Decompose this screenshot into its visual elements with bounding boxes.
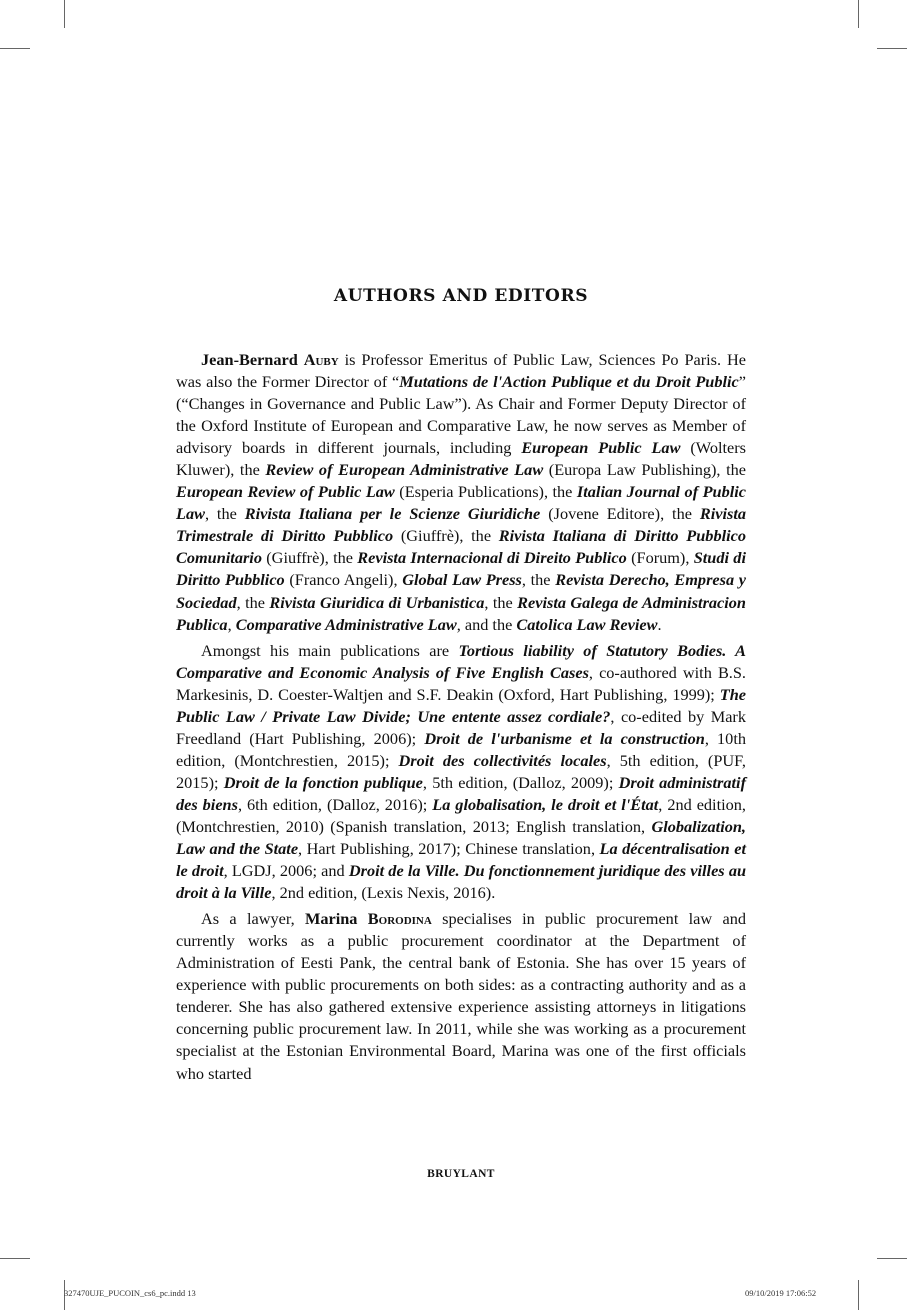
- text-run: , the: [204, 504, 245, 524]
- crop-mark: [877, 1258, 907, 1259]
- text-run: As a lawyer,: [201, 909, 305, 929]
- text-run: (Wolters Kluwer), the: [176, 438, 746, 480]
- text-run: , 2nd edition, (Lexis Nexis, 2016).: [271, 883, 496, 903]
- crop-mark: [858, 1280, 859, 1310]
- work-title: Global Law Press: [402, 570, 522, 590]
- text-run: is Professor Emeritus of Public Law, Sciences Po Paris. He was also the Former Director of “: [176, 350, 746, 392]
- text-run: , the: [484, 592, 518, 612]
- text-run: (Esperia Publications), the: [394, 482, 577, 502]
- footer-publisher: BRUYLANT: [427, 1168, 495, 1180]
- text-run: (Franco Angeli),: [284, 570, 403, 590]
- text-run: , co-edited by Mark Freedland (Hart Publishing, 2006);: [176, 706, 746, 748]
- work-title: Review of European Administrative Law: [265, 460, 544, 480]
- body-text: [176, 349, 746, 1085]
- person-name: Borodina: [367, 909, 432, 929]
- person-name: Marina: [305, 909, 358, 929]
- text-run: ,: [227, 614, 236, 634]
- work-title: Droit administratif des biens: [176, 772, 746, 814]
- text-run: , the: [236, 592, 270, 612]
- work-title: Catolica Law Review: [516, 614, 658, 634]
- paragraph: [176, 640, 746, 905]
- work-title: Revista Galega de Administracion Publica: [176, 592, 746, 634]
- work-title: Droit de la fonction publique: [223, 772, 423, 792]
- text-run: (Giuffrè), the: [393, 526, 499, 546]
- work-title: Droit des collectivités locales: [398, 750, 607, 770]
- work-title: Rivista Italiana per le Scienze Giuridiche: [244, 504, 541, 524]
- text-run: , the: [521, 570, 556, 590]
- crop-mark: [877, 48, 907, 49]
- page-title: AUTHORS AND EDITORS: [333, 286, 589, 306]
- crop-mark: [0, 48, 30, 49]
- work-title: Italian Journal of Public Law: [176, 482, 747, 524]
- work-title: European Review of Public Law: [176, 482, 395, 502]
- work-title: Rivista Italiana di Diritto Pubblico Comunitario: [176, 526, 746, 568]
- text-run: [357, 909, 367, 928]
- paragraph: [176, 349, 746, 636]
- text-run: , and the: [456, 614, 517, 634]
- text-run: Amongst his main publications are: [201, 640, 459, 660]
- slug-filename: 327470UJE_PUCOIN_cs6_pc.indd 13: [64, 1288, 196, 1298]
- text-run: , co-authored with B.S. Markesinis, D. Coester-Waltjen and S.F. Deakin (Oxford, Hart Publishing, 1999);: [176, 662, 746, 704]
- text-run: (Jovene Editore), the: [540, 504, 700, 524]
- person-name: Jean-Bernard: [201, 350, 298, 369]
- text-run: (Forum),: [626, 548, 694, 568]
- text-run: (Europa Law Publishing), the: [543, 460, 746, 480]
- work-title: The Public Law / Private Law Divide; Une entente assez cordiale?: [176, 684, 746, 726]
- crop-mark: [64, 0, 65, 28]
- text-run: , 10th edition, (Montchrestien, 2015);: [176, 728, 746, 770]
- text-run: , 5th edition, (PUF, 2015);: [176, 750, 746, 792]
- person-name: Auby: [303, 350, 339, 369]
- crop-mark: [858, 0, 859, 28]
- work-title: Rivista Trimestrale di Diritto Pubblico: [176, 504, 746, 546]
- text-run: ” (“Changes in Governance and Public Law”). As Chair and Former Deputy Director of the Oxford Institute of European and Comparative Law, he now serves as Member of advisory boards in different journals, including: [176, 372, 746, 458]
- work-title: Droit de la Ville. Du fonctionnement juridique des villes au droit à la Ville: [176, 861, 747, 903]
- paragraph: [176, 908, 746, 1084]
- text-run: (Giuffrè), the: [261, 548, 358, 568]
- work-title: Rivista Giuridica di Urbanistica: [269, 592, 485, 612]
- work-title: La décentralisation et le droit: [176, 839, 746, 881]
- work-title: European Public Law: [521, 438, 681, 458]
- text-run: , 5th edition, (Dalloz, 2009);: [422, 772, 619, 792]
- crop-mark: [0, 1258, 30, 1259]
- work-title: Revista Derecho, Empresa y Sociedad: [176, 570, 746, 612]
- text-run: , LGDJ, 2006; and: [223, 861, 349, 881]
- work-title: La globalisation, le droit et l'État: [432, 794, 659, 814]
- work-title: Mutations de l'Action Publique et du Droit Public: [399, 372, 739, 392]
- work-title: Revista Internacional di Direito Publico: [357, 548, 627, 568]
- text-run: , 2nd edition, (Montchrestien, 2010) (Spanish translation, 2013; English translation,: [176, 794, 746, 836]
- text-run: , 6th edition, (Dalloz, 2016);: [237, 794, 433, 814]
- work-title: Droit de l'urbanisme et la construction: [424, 728, 705, 748]
- work-title: Studi di Diritto Pubblico: [176, 548, 746, 590]
- text-run: , Hart Publishing, 2017); Chinese translation,: [298, 839, 600, 859]
- work-title: Globalization, Law and the State: [176, 816, 746, 859]
- text-run: specialises in public procurement law and currently works as a public procurement coordinator at the Department of Administration of Eesti Pank, the central bank of Estonia. She has over 15 years of experience with public procurements on both sides: as a contracting authority and as a tenderer. She has also gathered extensive experience assisting attorneys in litigations concerning public procurement law. In 2011, while she was working as a procurement specialist at the Estonian Environmental Board, Marina was one of the first officials who started: [176, 909, 746, 1083]
- text-run: .: [657, 614, 662, 634]
- slug-timestamp: 09/10/2019 17:06:52: [745, 1288, 817, 1298]
- work-title: Tortious liability of Statutory Bodies. A Comparative and Economic Analysis of Five English Cases: [176, 640, 746, 682]
- work-title: Comparative Administrative Law: [235, 614, 457, 634]
